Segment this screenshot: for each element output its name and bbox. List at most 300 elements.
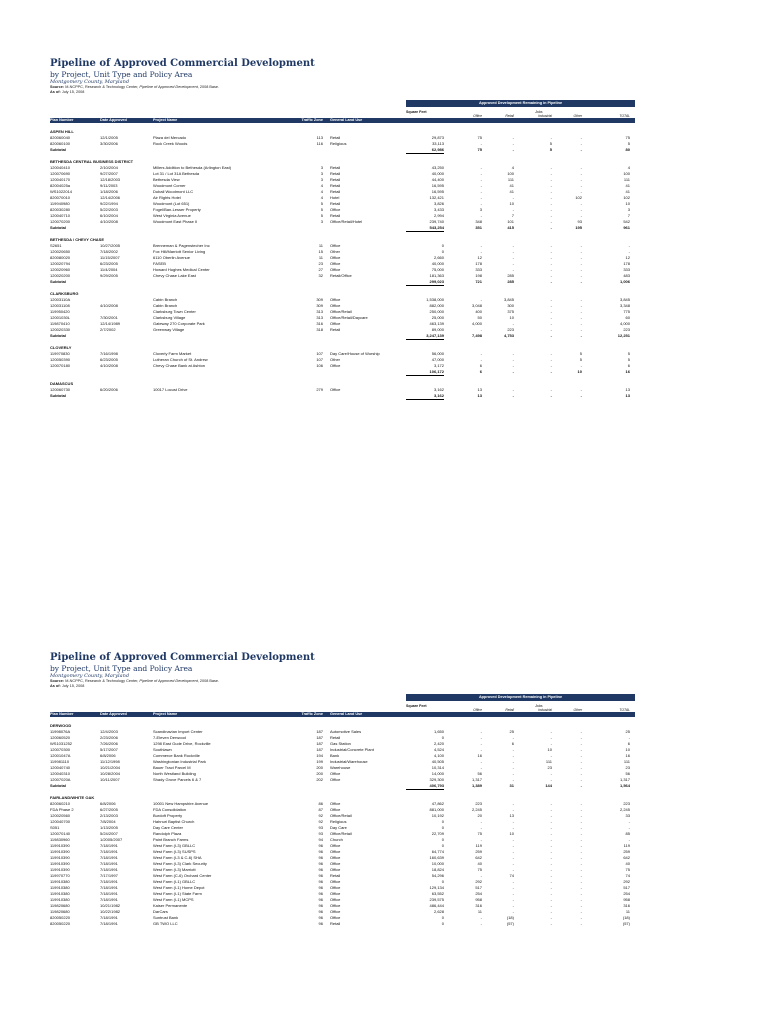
source-text: M-NCPPC, Research & Technology Center, bbox=[64, 85, 140, 89]
cell-plan: 119910380 bbox=[50, 879, 70, 885]
cell-in: - bbox=[550, 819, 552, 825]
cell-sq: 160,639 bbox=[429, 855, 444, 861]
cell-to: 6 bbox=[627, 741, 630, 747]
subtotal-row bbox=[50, 783, 635, 789]
cell-ot: - bbox=[580, 879, 582, 885]
pipeline-header-box bbox=[50, 100, 635, 118]
cell-of: 254 bbox=[475, 891, 482, 897]
cell-to: 16 bbox=[625, 369, 630, 375]
asof-label: As of: bbox=[50, 683, 61, 688]
cell-date: 9/29/2005 bbox=[100, 273, 118, 279]
cell-ot: - bbox=[580, 147, 582, 153]
cell-of: 178 bbox=[475, 261, 482, 267]
cell-to: 75 bbox=[625, 867, 630, 873]
cell-to: 5 bbox=[627, 141, 630, 147]
cell-re: 285 bbox=[507, 273, 514, 279]
cell-plan: 120070300 bbox=[50, 747, 71, 753]
cell-of: 198 bbox=[475, 273, 482, 279]
cell-of: - bbox=[480, 183, 482, 189]
report-county: Montgomery County, Maryland bbox=[50, 673, 130, 679]
cell-sq: 0 bbox=[441, 879, 444, 885]
cell-in: - bbox=[550, 885, 552, 891]
cell-lu: Retail bbox=[330, 735, 341, 741]
cell-sq: 33,113 bbox=[432, 141, 444, 147]
cell-lu: Office bbox=[330, 801, 341, 807]
cell-name: Woodmont (Lot 651) bbox=[153, 201, 190, 207]
column-header-traffic-zone: Traffic Zone bbox=[301, 118, 323, 123]
source-label: Source: bbox=[50, 679, 65, 683]
cell-in: - bbox=[550, 195, 552, 201]
cell-lu: Office bbox=[330, 891, 341, 897]
subtotal-row bbox=[50, 147, 635, 153]
cell-name: West Virginia Avenue bbox=[153, 213, 191, 219]
cell-re: - bbox=[512, 837, 514, 843]
cell-in: - bbox=[550, 273, 552, 279]
cell-lu: Office/Retail/Daycare bbox=[330, 315, 368, 321]
cell-plan: 119910390 bbox=[50, 867, 70, 873]
cell-ot: - bbox=[580, 783, 582, 789]
cell-tz: 309 bbox=[316, 303, 323, 309]
cell-tz: 96 bbox=[318, 915, 323, 921]
cell-sq: 1,538,000 bbox=[426, 297, 444, 303]
cell-ot: - bbox=[580, 855, 582, 861]
cell-ot: - bbox=[580, 321, 582, 327]
cell-plan: 120020960 bbox=[50, 267, 71, 273]
cell-sq: 16,595 bbox=[431, 189, 444, 195]
cell-tz: 27 bbox=[318, 267, 323, 273]
cell-sq: 239,575 bbox=[429, 897, 444, 903]
cell-date: 10/21/2004 bbox=[100, 765, 121, 771]
cell-to: 12,251 bbox=[617, 333, 630, 339]
cell-re: - bbox=[512, 357, 514, 363]
cell-name: West Farm (I-3 & C-6) SHA bbox=[153, 855, 202, 861]
cell-of: - bbox=[480, 759, 482, 765]
cell-plan: FDA Phase 2 bbox=[50, 807, 74, 813]
cell-ot: - bbox=[580, 903, 582, 909]
cell-tz: 318 bbox=[316, 327, 323, 333]
asof-text: July 15, 2008 bbox=[60, 89, 85, 94]
cell-date: 7/26/2006 bbox=[100, 741, 118, 747]
cell-in: - bbox=[550, 315, 552, 321]
cell-sq: 18,824 bbox=[431, 867, 444, 873]
cell-re: - bbox=[512, 753, 514, 759]
cell-plan: Subtotal bbox=[50, 279, 66, 285]
cell-plan: 12007020A bbox=[50, 777, 71, 783]
cell-plan: 820070010 bbox=[50, 195, 71, 201]
cell-ot: - bbox=[580, 837, 582, 843]
cell-ot: - bbox=[580, 315, 582, 321]
cell-in: - bbox=[550, 267, 552, 273]
cell-tz: 187 bbox=[316, 735, 323, 741]
cell-sq: 40,000 bbox=[431, 171, 444, 177]
cell-of: - bbox=[480, 249, 482, 255]
cell-re: 101 bbox=[507, 219, 514, 225]
cell-ot: - bbox=[580, 207, 582, 213]
cell-of: - bbox=[480, 141, 482, 147]
cell-re: 41 bbox=[509, 183, 514, 189]
cell-sq: 0 bbox=[441, 825, 444, 831]
cell-ot: 195 bbox=[575, 225, 582, 231]
cell-ot: - bbox=[580, 729, 582, 735]
cell-plan: 120020330 bbox=[50, 327, 71, 333]
cell-tz: 279 bbox=[316, 387, 323, 393]
cell-ot: - bbox=[580, 387, 582, 393]
cell-date: 7/18/2002 bbox=[100, 249, 118, 255]
cell-of: 348 bbox=[475, 219, 482, 225]
cell-name: Cabin Branch bbox=[153, 297, 178, 303]
cell-re: - bbox=[512, 855, 514, 861]
cell-ot: - bbox=[580, 273, 582, 279]
cell-lu: Retail bbox=[330, 327, 341, 333]
cell-of: - bbox=[480, 243, 482, 249]
cell-of: 6 bbox=[479, 369, 482, 375]
cell-plan: 120050390 bbox=[50, 357, 71, 363]
cell-tz: 194 bbox=[316, 753, 323, 759]
cell-name: Bethesda View bbox=[153, 177, 180, 183]
subcolumn-total: TOTAL bbox=[619, 114, 630, 119]
cell-plan: 820060210 bbox=[50, 801, 71, 807]
cell-in: - bbox=[550, 297, 552, 303]
cell-ot: - bbox=[580, 393, 582, 399]
cell-name: Greenway Village bbox=[153, 327, 185, 333]
report-subtitle: by Project, Unit Type and Policy Area bbox=[50, 70, 193, 79]
cell-date: 4/10/2008 bbox=[100, 219, 118, 225]
cell-to: 11 bbox=[625, 909, 630, 915]
cell-date: 7/18/1991 bbox=[100, 867, 118, 873]
cell-lu: Office bbox=[330, 915, 341, 921]
cell-sq: 25,000 bbox=[431, 315, 444, 321]
cell-in: - bbox=[550, 831, 552, 837]
cell-plan: 119910390 bbox=[50, 861, 70, 867]
cell-of: 75 bbox=[477, 135, 482, 141]
cell-to: 23 bbox=[625, 765, 630, 771]
cell-in: - bbox=[550, 225, 552, 231]
cell-sq: 543,254 bbox=[406, 225, 444, 232]
cell-in: - bbox=[550, 855, 552, 861]
cell-plan: Subtotal bbox=[50, 147, 66, 153]
cell-re: 10 bbox=[509, 315, 514, 321]
cell-plan: 820030280 bbox=[50, 207, 71, 213]
cell-tz: 11 bbox=[318, 255, 323, 261]
cell-re: - bbox=[512, 255, 514, 261]
cell-ot: - bbox=[580, 201, 582, 207]
cell-to: - bbox=[628, 819, 630, 825]
cell-sq: 75,000 bbox=[431, 267, 444, 273]
cell-of: 400 bbox=[475, 309, 482, 315]
cell-plan: 820060100 bbox=[50, 141, 71, 147]
subcolumn-total: TOTAL bbox=[619, 708, 630, 713]
cell-tz: 32 bbox=[318, 273, 323, 279]
cell-sq: 2,420 bbox=[433, 741, 444, 747]
cell-plan: 119950420 bbox=[50, 309, 70, 315]
cell-in: - bbox=[550, 387, 552, 393]
cell-ot: - bbox=[580, 309, 582, 315]
cell-to: - bbox=[628, 249, 630, 255]
cell-tz: 96 bbox=[318, 885, 323, 891]
cell-name: Fox Hill/Marriott Senior Living bbox=[153, 249, 206, 255]
cell-re: 3,845 bbox=[503, 297, 514, 303]
cell-date: 11/4/2004 bbox=[100, 267, 118, 273]
cell-to: 223 bbox=[623, 801, 630, 807]
cell-plan: 120040740 bbox=[50, 765, 71, 771]
cell-plan: 119910380 bbox=[50, 891, 70, 897]
cell-in: - bbox=[550, 837, 552, 843]
cell-in: - bbox=[550, 171, 552, 177]
cell-plan: 120060520 bbox=[50, 735, 71, 741]
cell-name: Southlawn bbox=[153, 747, 172, 753]
cell-name: West Farm (I-3) GBLLC bbox=[153, 843, 196, 849]
cell-sq: 10,192 bbox=[431, 813, 444, 819]
cell-re: - bbox=[512, 825, 514, 831]
cell-plan: 120040710 bbox=[50, 213, 71, 219]
cell-of: - bbox=[480, 165, 482, 171]
cell-to: 316 bbox=[623, 903, 630, 909]
cell-sq: 406,793 bbox=[406, 783, 444, 790]
cell-name: Duball Woodmont LLC bbox=[153, 189, 194, 195]
cell-date: 6/27/2005 bbox=[100, 807, 118, 813]
cell-sq: 0 bbox=[441, 915, 444, 921]
cell-re: - bbox=[512, 369, 514, 375]
column-header-bar bbox=[50, 118, 635, 123]
cell-plan: 120020200 bbox=[50, 273, 71, 279]
source-tail: , 2008 Base. bbox=[197, 679, 220, 683]
cell-re: 31 bbox=[509, 783, 514, 789]
approved-development-header: Approved Development Remaining in Pipeline bbox=[406, 100, 635, 107]
cell-re: 10 bbox=[509, 201, 514, 207]
cell-lu: Retail bbox=[330, 135, 341, 141]
cell-tz: 93 bbox=[318, 831, 323, 837]
cell-name: Scandinavian Import Center bbox=[153, 729, 203, 735]
cell-re: - bbox=[512, 861, 514, 867]
cell-name: Shady Grove Parcels 6 & 7 bbox=[153, 777, 202, 783]
cell-lu: Office bbox=[330, 843, 341, 849]
cell-in: - bbox=[550, 357, 552, 363]
cell-re: 4 bbox=[511, 165, 514, 171]
cell-in: - bbox=[550, 813, 552, 819]
cell-plan: 82004025a bbox=[50, 183, 71, 189]
square-feet-label: Square Feet bbox=[406, 110, 427, 115]
cell-name: FDA Consolidation bbox=[153, 807, 187, 813]
cell-name: North Westland Building bbox=[153, 771, 196, 777]
cell-to: 254 bbox=[623, 891, 630, 897]
cell-sq: 0 bbox=[441, 243, 444, 249]
cell-to: 10 bbox=[625, 201, 630, 207]
cell-name: Woodmont East Phase II bbox=[153, 219, 198, 225]
cell-lu: Office bbox=[330, 879, 341, 885]
cell-tz: 106 bbox=[316, 363, 323, 369]
cell-ot: - bbox=[580, 297, 582, 303]
cell-to: 259 bbox=[623, 849, 630, 855]
cell-plan: 119820680 bbox=[50, 903, 70, 909]
cell-tz: 116 bbox=[316, 141, 323, 147]
policy-area-heading: BETHESDA CENTRAL BUSINESS DISTRICT bbox=[50, 159, 134, 165]
cell-of: 642 bbox=[475, 855, 482, 861]
cell-tz: 96 bbox=[318, 921, 323, 927]
cell-to: 4,000 bbox=[619, 321, 630, 327]
cell-in: - bbox=[550, 891, 552, 897]
column-header-plan-number: Plan Number bbox=[50, 118, 74, 123]
cell-sq: 2,628 bbox=[433, 909, 444, 915]
cell-lu: Retail/Office bbox=[330, 273, 352, 279]
cell-re: - bbox=[512, 777, 514, 783]
cell-name: 10017 Locust Drive bbox=[153, 387, 188, 393]
cell-tz: 313 bbox=[316, 315, 323, 321]
cell-of: 958 bbox=[475, 897, 482, 903]
cell-date: 12/1/2005 bbox=[100, 135, 118, 141]
cell-plan: Subtotal bbox=[50, 393, 66, 399]
cell-to: 85 bbox=[625, 831, 630, 837]
subcolumn-retail: Retail bbox=[505, 114, 514, 119]
cell-tz: 200 bbox=[316, 771, 323, 777]
cell-lu: Office bbox=[330, 777, 341, 783]
cell-lu: Day Care/House of Worship bbox=[330, 351, 380, 357]
cell-in: - bbox=[550, 333, 552, 339]
jobs-label: Jobs bbox=[535, 110, 543, 115]
cell-in: - bbox=[550, 213, 552, 219]
cell-date: 2/13/2003 bbox=[100, 813, 118, 819]
cell-re: 100 bbox=[507, 171, 514, 177]
cell-re: - bbox=[512, 909, 514, 915]
cell-ot: - bbox=[580, 921, 582, 927]
cell-ot: - bbox=[580, 831, 582, 837]
cell-tz: 5 bbox=[320, 213, 323, 219]
cell-to: 111 bbox=[623, 177, 630, 183]
cell-tz: 200 bbox=[316, 765, 323, 771]
square-feet-label: Square Feet bbox=[406, 704, 427, 709]
cell-in: - bbox=[550, 351, 552, 357]
cell-ot: - bbox=[580, 813, 582, 819]
cell-to: - bbox=[628, 243, 630, 249]
cell-in: 144 bbox=[545, 783, 552, 789]
subcolumn-other: Other bbox=[573, 708, 582, 713]
cell-lu: Day Care bbox=[330, 825, 347, 831]
cell-in: - bbox=[550, 207, 552, 213]
cell-sq: 16,595 bbox=[431, 183, 444, 189]
cell-in: - bbox=[550, 753, 552, 759]
cell-sq: 106,172 bbox=[406, 369, 444, 376]
cell-lu: Office bbox=[330, 885, 341, 891]
cell-tz: 96 bbox=[318, 855, 323, 861]
cell-name: Clarksburg Town Center bbox=[153, 309, 196, 315]
cell-ot: 102 bbox=[575, 195, 582, 201]
cell-sq: 54,296 bbox=[431, 873, 444, 879]
cell-plan: 120070690 bbox=[50, 171, 71, 177]
cell-in: 10 bbox=[547, 747, 552, 753]
policy-area-heading: BETHESDA / CHEVY CHASE bbox=[50, 237, 105, 243]
cell-to: 25 bbox=[625, 729, 630, 735]
cell-lu: Office bbox=[330, 861, 341, 867]
cell-plan: 120020794 bbox=[50, 261, 71, 267]
cell-sq: 463,139 bbox=[429, 321, 444, 327]
cell-of: 1,317 bbox=[471, 777, 482, 783]
cell-date: 7/8/2004 bbox=[100, 819, 116, 825]
cell-ot: - bbox=[580, 249, 582, 255]
cell-of: - bbox=[480, 177, 482, 183]
cell-tz: 3 bbox=[320, 171, 323, 177]
subcolumn-industrial: Industrial bbox=[538, 114, 552, 119]
cell-to: 60 bbox=[625, 315, 630, 321]
cell-ot: - bbox=[580, 741, 582, 747]
cell-ot: - bbox=[580, 765, 582, 771]
cell-date: 10/11/2007 bbox=[100, 777, 120, 783]
cell-plan: Subtotal bbox=[50, 783, 66, 789]
policy-area-heading: CLOVERLY bbox=[50, 345, 72, 351]
cell-tz: 23 bbox=[318, 261, 323, 267]
cell-ot: 5 bbox=[579, 351, 582, 357]
cell-to: 13 bbox=[625, 393, 630, 399]
cell-date: 7/18/1991 bbox=[100, 885, 118, 891]
cell-tz: 96 bbox=[318, 897, 323, 903]
cell-ot: 10 bbox=[577, 369, 582, 375]
cell-to: 958 bbox=[623, 897, 630, 903]
cell-to: - bbox=[628, 735, 630, 741]
cell-sq: 882,000 bbox=[429, 303, 444, 309]
cell-sq: 3,247,139 bbox=[406, 333, 444, 340]
cell-of: 75 bbox=[477, 867, 482, 873]
cell-lu: Other bbox=[330, 249, 341, 255]
cell-lu: Office bbox=[330, 207, 341, 213]
cell-to: (18) bbox=[622, 915, 630, 921]
cell-re: - bbox=[512, 747, 514, 753]
cell-name: West Farm (I-3) Marriott bbox=[153, 867, 196, 873]
cell-date: 6/8/2006 bbox=[100, 801, 116, 807]
cell-ot: - bbox=[580, 183, 582, 189]
cell-ot: - bbox=[580, 807, 582, 813]
cell-lu: Office/Retail/Hotel bbox=[330, 219, 363, 225]
cell-sq: 239,740 bbox=[429, 219, 444, 225]
cell-in: - bbox=[550, 177, 552, 183]
cell-in: - bbox=[550, 801, 552, 807]
cell-lu: Retail bbox=[330, 873, 341, 879]
cell-name: Day Care Center bbox=[153, 825, 184, 831]
cell-re: - bbox=[512, 867, 514, 873]
cell-sq: 181,363 bbox=[429, 273, 444, 279]
cell-tz: 187 bbox=[316, 729, 323, 735]
cell-sq: 0 bbox=[441, 819, 444, 825]
policy-area-heading: CLARKSBURG bbox=[50, 291, 79, 297]
cell-of: - bbox=[480, 921, 482, 927]
cell-date: 6/20/2006 bbox=[100, 387, 118, 393]
cell-ot: - bbox=[580, 891, 582, 897]
cell-name: Paint Branch Farms bbox=[153, 837, 189, 843]
cell-to: 775 bbox=[623, 309, 630, 315]
cell-name: Millers Addition to Bethesda (Arlington East) bbox=[153, 165, 232, 171]
cell-re: 7 bbox=[511, 213, 514, 219]
cell-tz: 187 bbox=[316, 747, 323, 753]
cell-re: - bbox=[512, 903, 514, 909]
cell-lu: Retail bbox=[330, 921, 341, 927]
cell-in: - bbox=[550, 735, 552, 741]
source-italic: Pipeline of Approved Development bbox=[139, 679, 198, 683]
cell-in: - bbox=[550, 189, 552, 195]
cell-of: - bbox=[480, 327, 482, 333]
cell-ot: 93 bbox=[577, 219, 582, 225]
cell-date: 10/27/2005 bbox=[100, 243, 121, 249]
cell-tz: 3 bbox=[320, 165, 323, 171]
cell-lu: Office bbox=[330, 807, 341, 813]
cell-date: 5/22/2003 bbox=[100, 207, 118, 213]
cell-lu: Office bbox=[330, 261, 341, 267]
cell-re: - bbox=[512, 819, 514, 825]
cell-ot: - bbox=[580, 189, 582, 195]
cell-re: (18) bbox=[506, 915, 514, 921]
cell-to: 102 bbox=[623, 195, 630, 201]
cell-in: - bbox=[550, 897, 552, 903]
cell-date: 2/10/2004 bbox=[100, 165, 118, 171]
cell-to: 80 bbox=[625, 147, 630, 153]
cell-date: 12/14/2006 bbox=[100, 195, 121, 201]
cell-plan: 119970770 bbox=[50, 873, 70, 879]
